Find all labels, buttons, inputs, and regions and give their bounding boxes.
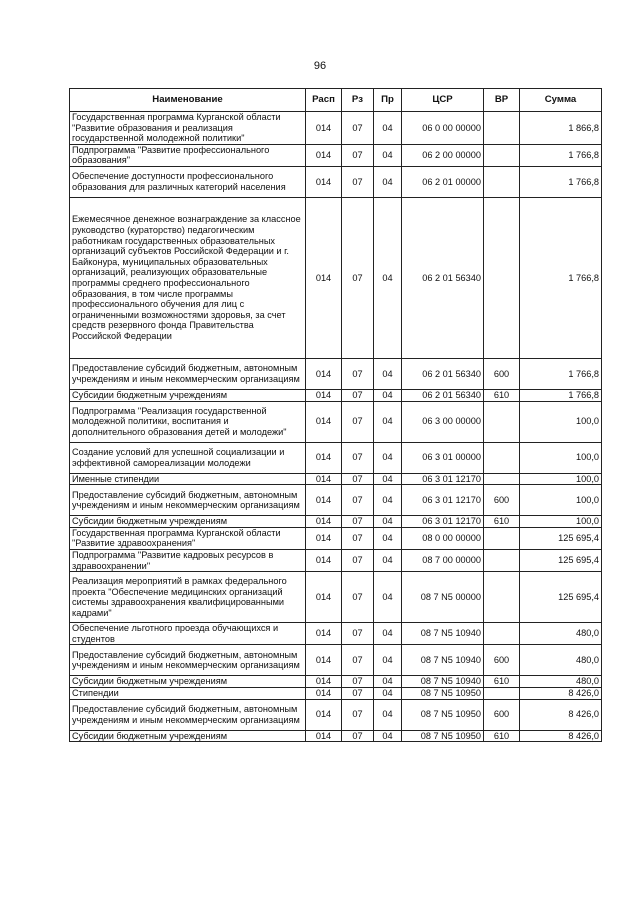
cell-rasp: 014 (306, 389, 342, 401)
cell-rz: 07 (342, 645, 374, 676)
cell-summa: 8 426,0 (520, 699, 602, 730)
cell-pr: 04 (374, 516, 402, 528)
cell-name: Подпрограмма "Развитие профессионального образования" (70, 144, 306, 166)
cell-pr: 04 (374, 197, 402, 358)
cell-name: Ежемесячное денежное вознаграждение за классное руководство (кураторство) педагогическим работникам государственных образовательных организаций субъектов Российской Федерации и г. Байконура, муниципальных образовательных организаций, реализующих образовательные программы среднего профессионального образования, в том числе программы профессионального обучения для лиц с ограниченными возможностями здоровья, за счет средств резервного фонда Правительства Российской Федерации (70, 197, 306, 358)
cell-rasp: 014 (306, 442, 342, 473)
cell-vr: 600 (484, 645, 520, 676)
cell-rasp: 014 (306, 144, 342, 166)
cell-pr: 04 (374, 473, 402, 485)
cell-vr: 610 (484, 389, 520, 401)
table-row (70, 527, 602, 549)
cell-csr: 08 7 N5 10950 (402, 687, 484, 699)
cell-pr: 04 (374, 645, 402, 676)
cell-pr: 04 (374, 549, 402, 571)
cell-csr: 06 3 01 00000 (402, 442, 484, 473)
cell-name: Предоставление субсидий бюджетным, автономным учреждениям и иным некоммерческим организациям (70, 358, 306, 389)
cell-summa: 1 866,8 (520, 112, 602, 145)
cell-rasp: 014 (306, 572, 342, 623)
cell-rasp: 014 (306, 112, 342, 145)
cell-summa: 480,0 (520, 623, 602, 645)
table-row (70, 442, 602, 473)
cell-name: Предоставление субсидий бюджетным, автономным учреждениям и иным некоммерческим организациям (70, 645, 306, 676)
header-name: Наименование (70, 89, 306, 112)
cell-rz: 07 (342, 144, 374, 166)
cell-rasp: 014 (306, 645, 342, 676)
cell-pr: 04 (374, 358, 402, 389)
cell-rz: 07 (342, 730, 374, 742)
cell-csr: 06 2 01 00000 (402, 166, 484, 197)
cell-name: Реализация мероприятий в рамках федерального проекта "Обеспечение медицинских организаций системы здравоохранения квалифицированными кадрами" (70, 572, 306, 623)
cell-rz: 07 (342, 623, 374, 645)
cell-name: Субсидии бюджетным учреждениям (70, 389, 306, 401)
cell-rasp: 014 (306, 699, 342, 730)
table-header-row (70, 89, 602, 112)
cell-csr: 08 7 N5 10940 (402, 645, 484, 676)
cell-rz: 07 (342, 166, 374, 197)
cell-csr: 06 2 00 00000 (402, 144, 484, 166)
cell-summa: 125 695,4 (520, 527, 602, 549)
cell-rz: 07 (342, 442, 374, 473)
table-row (70, 401, 602, 442)
table-row (70, 730, 602, 742)
cell-rasp: 014 (306, 730, 342, 742)
table-row (70, 645, 602, 676)
cell-vr (484, 527, 520, 549)
table-row (70, 549, 602, 571)
cell-csr: 08 7 00 00000 (402, 549, 484, 571)
cell-vr: 610 (484, 676, 520, 688)
cell-summa: 100,0 (520, 401, 602, 442)
cell-vr (484, 623, 520, 645)
page-number: 96 (313, 60, 327, 72)
cell-csr: 06 2 01 56340 (402, 197, 484, 358)
cell-summa: 8 426,0 (520, 730, 602, 742)
cell-csr: 08 7 N5 00000 (402, 572, 484, 623)
cell-summa: 1 766,8 (520, 166, 602, 197)
header-rz: Рз (342, 89, 374, 112)
cell-vr: 610 (484, 516, 520, 528)
cell-name: Создание условий для успешной социализации и эффективной самореализации молодежи (70, 442, 306, 473)
cell-pr: 04 (374, 112, 402, 145)
cell-vr (484, 473, 520, 485)
cell-summa: 480,0 (520, 676, 602, 688)
table-row (70, 144, 602, 166)
cell-summa: 1 766,8 (520, 144, 602, 166)
cell-summa: 125 695,4 (520, 572, 602, 623)
table-row (70, 676, 602, 688)
cell-vr (484, 166, 520, 197)
cell-pr: 04 (374, 144, 402, 166)
header-summa: Сумма (520, 89, 602, 112)
table-row (70, 389, 602, 401)
cell-pr: 04 (374, 699, 402, 730)
cell-vr (484, 112, 520, 145)
header-csr: ЦСР (402, 89, 484, 112)
cell-rasp: 014 (306, 166, 342, 197)
cell-csr: 08 7 N5 10940 (402, 676, 484, 688)
cell-pr: 04 (374, 572, 402, 623)
cell-rz: 07 (342, 699, 374, 730)
cell-summa: 8 426,0 (520, 687, 602, 699)
cell-summa: 100,0 (520, 442, 602, 473)
header-pr: Пр (374, 89, 402, 112)
cell-csr: 08 7 N5 10950 (402, 730, 484, 742)
table-body (70, 112, 602, 742)
cell-rasp: 014 (306, 676, 342, 688)
cell-rasp: 014 (306, 687, 342, 699)
cell-name: Именные стипендии (70, 473, 306, 485)
cell-name: Государственная программа Курганской области "Развитие здравоохранения" (70, 527, 306, 549)
cell-rasp: 014 (306, 473, 342, 485)
table-row (70, 485, 602, 516)
cell-csr: 06 2 01 56340 (402, 389, 484, 401)
cell-name: Субсидии бюджетным учреждениям (70, 516, 306, 528)
table-row (70, 623, 602, 645)
cell-pr: 04 (374, 687, 402, 699)
cell-rasp: 014 (306, 485, 342, 516)
cell-pr: 04 (374, 676, 402, 688)
cell-rasp: 014 (306, 623, 342, 645)
cell-rasp: 014 (306, 516, 342, 528)
cell-vr (484, 144, 520, 166)
cell-name: Подпрограмма "Реализация государственной молодежной политики, воспитания и дополнительного образования детей и молодежи" (70, 401, 306, 442)
cell-rasp: 014 (306, 401, 342, 442)
cell-pr: 04 (374, 166, 402, 197)
cell-rz: 07 (342, 197, 374, 358)
cell-summa: 100,0 (520, 473, 602, 485)
cell-name: Предоставление субсидий бюджетным, автономным учреждениям и иным некоммерческим организациям (70, 485, 306, 516)
cell-csr: 08 7 N5 10950 (402, 699, 484, 730)
cell-vr: 600 (484, 358, 520, 389)
table-row (70, 699, 602, 730)
table-row (70, 572, 602, 623)
cell-rz: 07 (342, 358, 374, 389)
cell-csr: 06 3 01 12170 (402, 516, 484, 528)
cell-vr (484, 572, 520, 623)
cell-rz: 07 (342, 572, 374, 623)
cell-summa: 1 766,8 (520, 358, 602, 389)
cell-summa: 100,0 (520, 516, 602, 528)
cell-csr: 06 3 01 12170 (402, 485, 484, 516)
cell-vr (484, 442, 520, 473)
cell-name: Субсидии бюджетным учреждениям (70, 730, 306, 742)
cell-name: Обеспечение доступности профессионального образования для различных категорий населения (70, 166, 306, 197)
cell-rasp: 014 (306, 549, 342, 571)
cell-name: Подпрограмма "Развитие кадровых ресурсов в здравоохранении" (70, 549, 306, 571)
cell-pr: 04 (374, 389, 402, 401)
cell-pr: 04 (374, 623, 402, 645)
cell-summa: 1 766,8 (520, 197, 602, 358)
cell-pr: 04 (374, 485, 402, 516)
cell-summa: 1 766,8 (520, 389, 602, 401)
cell-vr (484, 687, 520, 699)
cell-pr: 04 (374, 730, 402, 742)
table-row (70, 687, 602, 699)
cell-rz: 07 (342, 687, 374, 699)
cell-rz: 07 (342, 401, 374, 442)
budget-table (69, 88, 602, 742)
cell-name: Стипендии (70, 687, 306, 699)
cell-rz: 07 (342, 676, 374, 688)
table-row (70, 516, 602, 528)
cell-name: Обеспечение льготного проезда обучающихся и студентов (70, 623, 306, 645)
cell-vr: 600 (484, 699, 520, 730)
cell-rz: 07 (342, 516, 374, 528)
cell-rasp: 014 (306, 358, 342, 389)
cell-pr: 04 (374, 527, 402, 549)
cell-summa: 100,0 (520, 485, 602, 516)
header-vr: ВР (484, 89, 520, 112)
cell-name: Субсидии бюджетным учреждениям (70, 676, 306, 688)
table-row (70, 473, 602, 485)
table-row (70, 112, 602, 145)
cell-csr: 08 0 00 00000 (402, 527, 484, 549)
cell-rz: 07 (342, 485, 374, 516)
cell-csr: 06 0 00 00000 (402, 112, 484, 145)
header-rasp: Расп (306, 89, 342, 112)
cell-rz: 07 (342, 389, 374, 401)
cell-pr: 04 (374, 401, 402, 442)
cell-csr: 06 2 01 56340 (402, 358, 484, 389)
cell-name: Государственная программа Курганской области "Развитие образования и реализация государственной молодежной политики" (70, 112, 306, 145)
cell-summa: 480,0 (520, 645, 602, 676)
cell-vr: 600 (484, 485, 520, 516)
cell-vr (484, 549, 520, 571)
cell-vr: 610 (484, 730, 520, 742)
cell-name: Предоставление субсидий бюджетным, автономным учреждениям и иным некоммерческим организациям (70, 699, 306, 730)
cell-rz: 07 (342, 527, 374, 549)
cell-rz: 07 (342, 473, 374, 485)
table-row (70, 197, 602, 358)
cell-csr: 06 3 01 12170 (402, 473, 484, 485)
cell-rz: 07 (342, 112, 374, 145)
cell-vr (484, 197, 520, 358)
cell-csr: 06 3 00 00000 (402, 401, 484, 442)
table-row (70, 358, 602, 389)
table-row (70, 166, 602, 197)
cell-summa: 125 695,4 (520, 549, 602, 571)
cell-rasp: 014 (306, 527, 342, 549)
cell-rz: 07 (342, 549, 374, 571)
cell-vr (484, 401, 520, 442)
cell-rasp: 014 (306, 197, 342, 358)
cell-csr: 08 7 N5 10940 (402, 623, 484, 645)
cell-pr: 04 (374, 442, 402, 473)
